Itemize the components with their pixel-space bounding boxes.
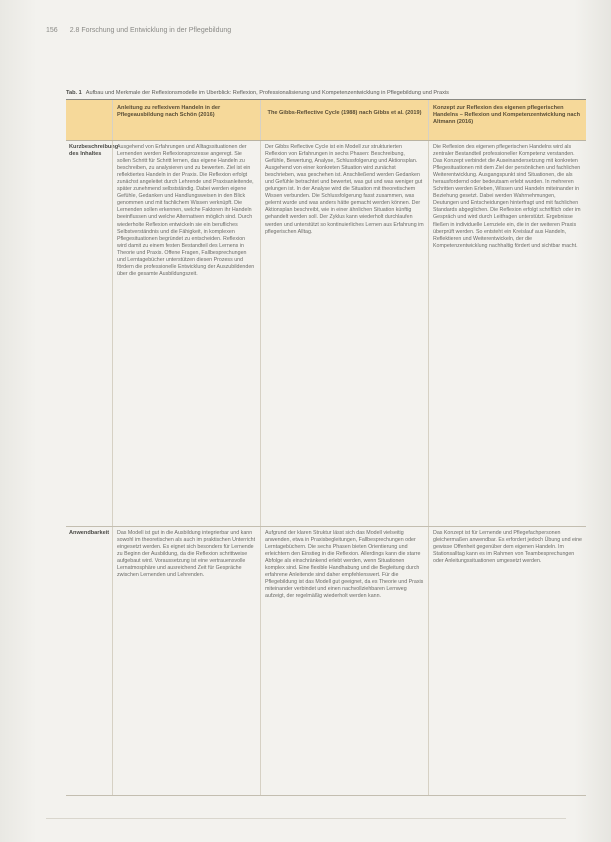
table-cell: Das Konzept ist für Lernende und Pflegefachpersonen gleichermaßen anwendbar. Es erfordert jedoch Übung und eine gewisse Offenheit gegenüber dem eigenen Handeln. Im Stationsalltag kann es im Rahmen von Teambesprechungen oder Anleitungssituationen umgesetzt werden. [428, 527, 586, 795]
table-header-model-2: The Gibbs-Reflective Cycle (1988) nach Gibbs et al. (2019) [260, 100, 428, 140]
footer-rule [46, 818, 566, 819]
table-caption-label: Tab. 1 [66, 90, 82, 96]
comparison-table [66, 99, 586, 796]
table-cell: Aufgrund der klaren Struktur lässt sich das Modell vielseitig anwenden, etwa in Praxisbegleitungen, Fallbesprechungen oder Lerntagebüchern. Die sechs Phasen bieten Orientierung und erleichtern den Einstieg in die Reflexion. Allerdings kann die starre Abfolge als einschränkend erlebt werden, wenn Situationen komplex sind. Eine flexible Handhabung und die Begleitung durch erfahrene Anleitende sind daher empfehlenswert. Für die Pflegebildung ist das Modell gut geeignet, da es Theorie und Praxis miteinander verbindet und einen nachvollziehbaren Lernweg aufzeigt, der regelmäßig wiederholt werden kann. [260, 527, 428, 795]
table-header-corner [66, 100, 112, 140]
table-row [66, 527, 586, 796]
table-header-model-1: Anleitung zu reflexivem Handeln in der Pflegeausbildung nach Schön (2016) [112, 100, 260, 140]
table-row [66, 141, 586, 527]
page-number: 156 [46, 27, 58, 34]
table-header-model-3: Konzept zur Reflexion des eigenen pflegerischen Handelns – Reflexion und Kompetenzentwicklung nach Altmann (2016) [428, 100, 586, 140]
table-caption [66, 90, 586, 96]
table-caption-text: Aufbau und Merkmale der Reflexionsmodelle im Überblick: Reflexion, Professionalisierung und Kompetenzentwicklung in Pflegebildung und Praxis [85, 90, 449, 96]
table-cell: Die Reflexion des eigenen pflegerischen Handelns wird als zentraler Bestandteil professioneller Kompetenz verstanden. Das Konzept verbindet die Auseinandersetzung mit konkreten Pflegesituationen mit dem Ziel der persönlichen und fachlichen Weiterentwicklung. Ausgangspunkt sind Situationen, die als herausfordernd oder bedeutsam erlebt wurden. In mehreren Schritten werden Erleben, Wissen und Handeln miteinander in Beziehung gesetzt. Dabei werden Wahrnehmungen, Deutungen und Entscheidungen hinterfragt und mit fachlichen Standards abgeglichen. Die Reflexion erfolgt schriftlich oder im Gespräch und wird durch Leitfragen unterstützt. Ergebnisse fließen in individuelle Lernziele ein, die in der weiteren Praxis überprüft werden. So entsteht ein Kreislauf aus Handeln, Reflektieren und Weiterentwickeln, der die Kompetenzentwicklung nachhaltig fördert und sichtbar macht. [428, 141, 586, 526]
row-label-applicability: Anwendbarkeit [69, 530, 110, 536]
running-head-text: 2.8 Forschung und Entwicklung in der Pflegebildung [69, 27, 232, 34]
table-cell: Das Modell ist gut in die Ausbildung integrierbar und kann sowohl im theoretischen als auch im praktischen Unterricht eingesetzt werden. Es eignet sich besonders für Lernende zu Beginn der Ausbildung, da die Reflexion schrittweise aufgebaut wird. Voraussetzung ist eine vertrauensvolle Lernatmosphäre und ausreichend Zeit für Gespräche zwischen Lernenden und Lehrenden. [112, 527, 260, 795]
table-header-row [66, 100, 586, 141]
table-cell: Ausgehend von Erfahrungen und Alltagssituationen der Lernenden werden Reflexionsprozesse angeregt. Sie sollen Schritt für Schritt lernen, das eigene Handeln zu beschreiben, zu analysieren und zu bewerten. Ziel ist ein reflektiertes Handeln in der Praxis. Die Reflexion erfolgt zunächst angeleitet durch Lehrende und Praxisanleitende, später zunehmend selbstständig. Dabei werden eigene Gefühle, Gedanken und Handlungsweisen in den Blick genommen und mit fachlichem Wissen verknüpft. Die Lernenden sollen erkennen, welche Faktoren ihr Handeln beeinflussen und welche Alternativen möglich sind. Durch wiederholte Reflexion entwickeln sie ein berufliches Selbstverständnis und die Fähigkeit, in komplexen Pflegesituationen begründet zu entscheiden. Reflexion wird damit zu einem festen Bestandteil des Lernens in Theorie und Praxis. Offene Fragen, Fallbesprechungen und Lerntagebücher unterstützen diesen Prozess und fördern die professionelle Entwicklung der Auszubildenden über die gesamte Ausbildungszeit. [112, 141, 260, 526]
running-head [46, 27, 231, 34]
row-label-description: Kurzbeschreibung des Inhaltes [69, 144, 119, 157]
table-cell: Der Gibbs Reflective Cycle ist ein Modell zur strukturierten Reflexion von Erfahrungen in sechs Phasen: Beschreibung, Gefühle, Bewertung, Analyse, Schlussfolgerung und Aktionsplan. Ausgehend von einer konkreten Situation wird zunächst beschrieben, was geschehen ist. Anschließend werden Gedanken und Gefühle betrachtet und bewertet, was gut und was weniger gut gelungen ist. In der Analyse wird die Situation mit theoretischem Wissen verbunden. Die Schlussfolgerung fasst zusammen, was gelernt wurde und was anders hätte gemacht werden können. Der Aktionsplan beschreibt, wie in einer ähnlichen Situation künftig gehandelt werden soll. Der Zyklus kann wiederholt durchlaufen werden und unterstützt so kontinuierliches Lernen aus Erfahrung im pflegerischen Alltag. [260, 141, 428, 526]
